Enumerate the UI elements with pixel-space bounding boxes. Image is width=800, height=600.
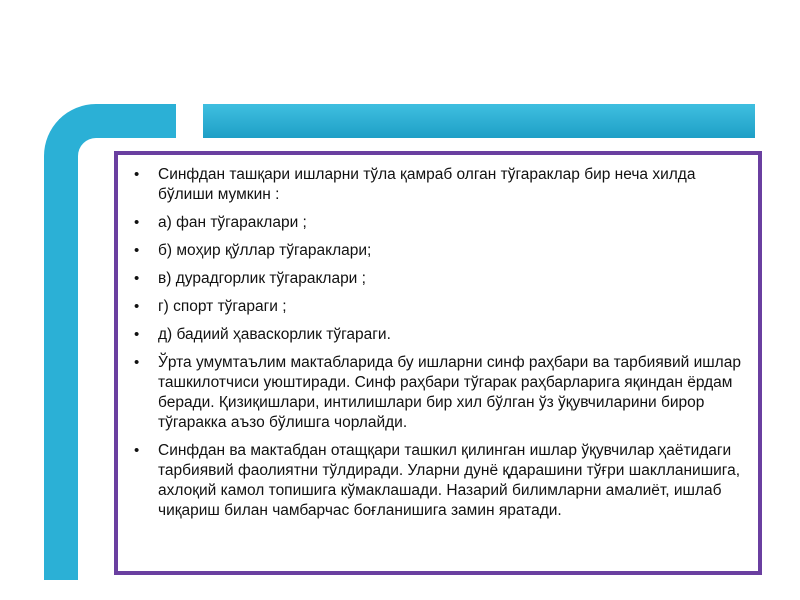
list-item-text: Ўрта умумтаълим мактабларида бу ишларни синф раҳбари ва тарбиявий ишлар ташкилотчиси уюштиради. Синф раҳбари тўгарак раҳбарларига яқиндан ёрдам беради. Қизиқишлари, интилишлари бир хил бўлган ўз ўқувчиларини бирор тўгаракка аъзо бўлишга чорлайди. bbox=[158, 354, 741, 431]
content-box bbox=[114, 151, 762, 575]
list-item bbox=[128, 353, 744, 433]
list-item-text: г) спорт тўгараги ; bbox=[158, 298, 287, 315]
bullet-list bbox=[128, 165, 744, 521]
list-item-text: Синфдан ва мактабдан отащқари ташкил қилинган ишлар ўқувчилар ҳаётидаги тарбиявий фаолиятни тўлдиради. Уларни дунё қдарашини тўғри шаклланишига, ахлоқий камол топишига кўмаклашади. Назарий билимларни амалиёт, ишлаб чиқариш билан чамбарчас боғланишига замин яратади. bbox=[158, 442, 741, 519]
list-item bbox=[128, 441, 744, 521]
bullet-icon: • bbox=[134, 326, 140, 343]
bullet-icon: • bbox=[134, 214, 140, 231]
list-item-text: Синфдан ташқари ишларни тўла қамраб олган тўгараклар бир неча хилда бўлиши мумкин : bbox=[158, 166, 696, 203]
list-item-text: д) бадиий ҳаваскорлик тўгараги. bbox=[158, 326, 391, 343]
list-item-text: б) моҳир қўллар тўгараклари; bbox=[158, 242, 372, 259]
bullet-icon: • bbox=[134, 354, 140, 371]
list-item bbox=[128, 325, 744, 345]
bullet-icon: • bbox=[134, 270, 140, 287]
list-item bbox=[128, 297, 744, 317]
list-item bbox=[128, 269, 744, 289]
list-item-text: в) дурадгорлик тўгараклари ; bbox=[158, 270, 366, 287]
bullet-icon: • bbox=[134, 298, 140, 315]
bullet-icon: • bbox=[134, 242, 140, 259]
list-item bbox=[128, 241, 744, 261]
decorative-header-bar bbox=[203, 104, 755, 138]
list-item bbox=[128, 165, 744, 205]
bullet-icon: • bbox=[134, 166, 140, 183]
list-item-text: а) фан тўгараклари ; bbox=[158, 214, 307, 231]
bullet-icon: • bbox=[134, 442, 140, 459]
list-item bbox=[128, 213, 744, 233]
